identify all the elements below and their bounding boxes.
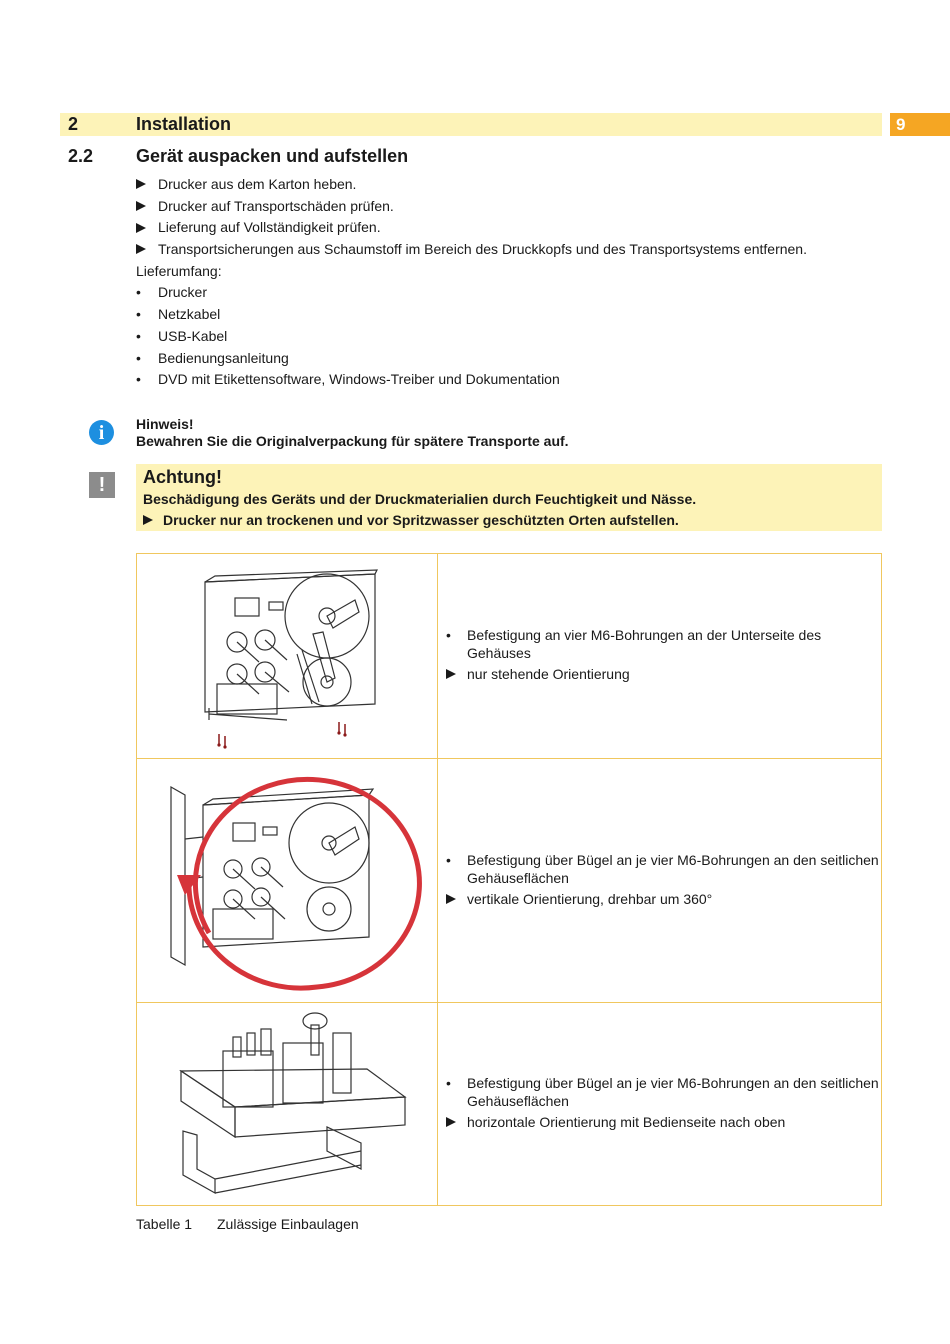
- table-row: [137, 554, 882, 759]
- table-action: vertikale Orientierung, drehbar um 360°: [446, 890, 881, 908]
- arrow-icon: [136, 179, 146, 189]
- scope-item: • USB-Kabel: [136, 326, 876, 348]
- note-text: Bewahren Sie die Originalverpackung für spätere Transporte auf.: [136, 433, 569, 449]
- bullet-icon: •: [446, 627, 451, 643]
- section-title: Gerät auspacken und aufstellen: [136, 146, 409, 166]
- note-title: Hinweis!: [136, 416, 194, 432]
- scope-item: • DVD mit Etikettensoftware, Windows-Treiber und Dokumentation: [136, 369, 876, 391]
- arrow-icon: [446, 1117, 456, 1127]
- table-bullet: • Befestigung an vier M6-Bohrungen an der Unterseite des Gehäuses: [446, 627, 822, 661]
- chapter-number: 2: [68, 114, 79, 134]
- bullet-icon: •: [446, 1075, 451, 1091]
- bullet-icon: •: [136, 284, 141, 301]
- caption-label: Tabelle 1: [136, 1216, 193, 1232]
- step-item: Drucker auf Transportschäden prüfen.: [136, 196, 876, 218]
- scope-label: Lieferumfang:: [136, 262, 222, 279]
- arrow-icon: [143, 515, 153, 525]
- arrow-icon: [136, 201, 146, 211]
- arrow-icon: [446, 894, 456, 904]
- table-row: [137, 1003, 882, 1206]
- exclamation-icon: !: [89, 472, 115, 498]
- chapter-title: Installation: [136, 114, 232, 134]
- scope-item: • Netzkabel: [136, 304, 876, 326]
- bullet-icon: •: [136, 371, 141, 388]
- caption-text: Zulässige Einbaulagen: [217, 1216, 359, 1232]
- table-bullet: • Befestigung über Bügel an je vier M6-Bohrungen an den seitlichen Gehäuseflächen: [446, 1075, 879, 1109]
- standing-printer-illustration: [137, 554, 438, 759]
- table-text-cell: [438, 759, 882, 1003]
- scope-item: • Drucker: [136, 282, 876, 304]
- table-text-cell: [438, 1003, 882, 1206]
- step-item: Lieferung auf Vollständigkeit prüfen.: [136, 217, 876, 239]
- step-item: Drucker aus dem Karton heben.: [136, 174, 876, 196]
- scope-item: • Bedienungsanleitung: [136, 348, 876, 370]
- info-icon: i: [89, 420, 114, 445]
- bullet-icon: •: [136, 306, 141, 323]
- arrow-icon: [136, 244, 146, 254]
- table-caption: [136, 1216, 359, 1232]
- warning-title: Achtung!: [143, 467, 222, 487]
- mounting-positions-table: [136, 553, 882, 1206]
- page-number: 9: [890, 113, 950, 136]
- horizontal-mounting-illustration: [137, 1003, 438, 1206]
- warning-text: Beschädigung des Geräts und der Druckmaterialien durch Feuchtigkeit und Nässe.: [143, 491, 697, 507]
- table-text-cell: [438, 554, 882, 759]
- note-block: [136, 416, 569, 450]
- bullet-icon: •: [136, 327, 141, 344]
- table-bullet: • Befestigung über Bügel an je vier M6-Bohrungen an den seitlichen Gehäuseflächen: [446, 851, 879, 886]
- step-item: Transportsicherungen aus Schaumstoff im Bereich des Druckkopfs und des Transportsystems entfernen.: [136, 239, 876, 261]
- arrow-icon: [446, 669, 456, 679]
- bullet-icon: •: [136, 349, 141, 366]
- table-action: horizontale Orientierung mit Bedienseite nach oben: [446, 1113, 881, 1131]
- section-number: 2.2: [68, 146, 94, 166]
- unpacking-instructions: [136, 174, 876, 391]
- warning-box: [136, 464, 882, 531]
- vertical-rotatable-illustration: [137, 759, 438, 1003]
- table-row: [137, 759, 882, 1003]
- warning-action: Drucker nur an trockenen und vor Spritzwasser geschützten Orten aufstellen.: [143, 510, 882, 531]
- bullet-icon: •: [446, 851, 451, 868]
- arrow-icon: [136, 223, 146, 233]
- table-action: nur stehende Orientierung: [446, 665, 881, 683]
